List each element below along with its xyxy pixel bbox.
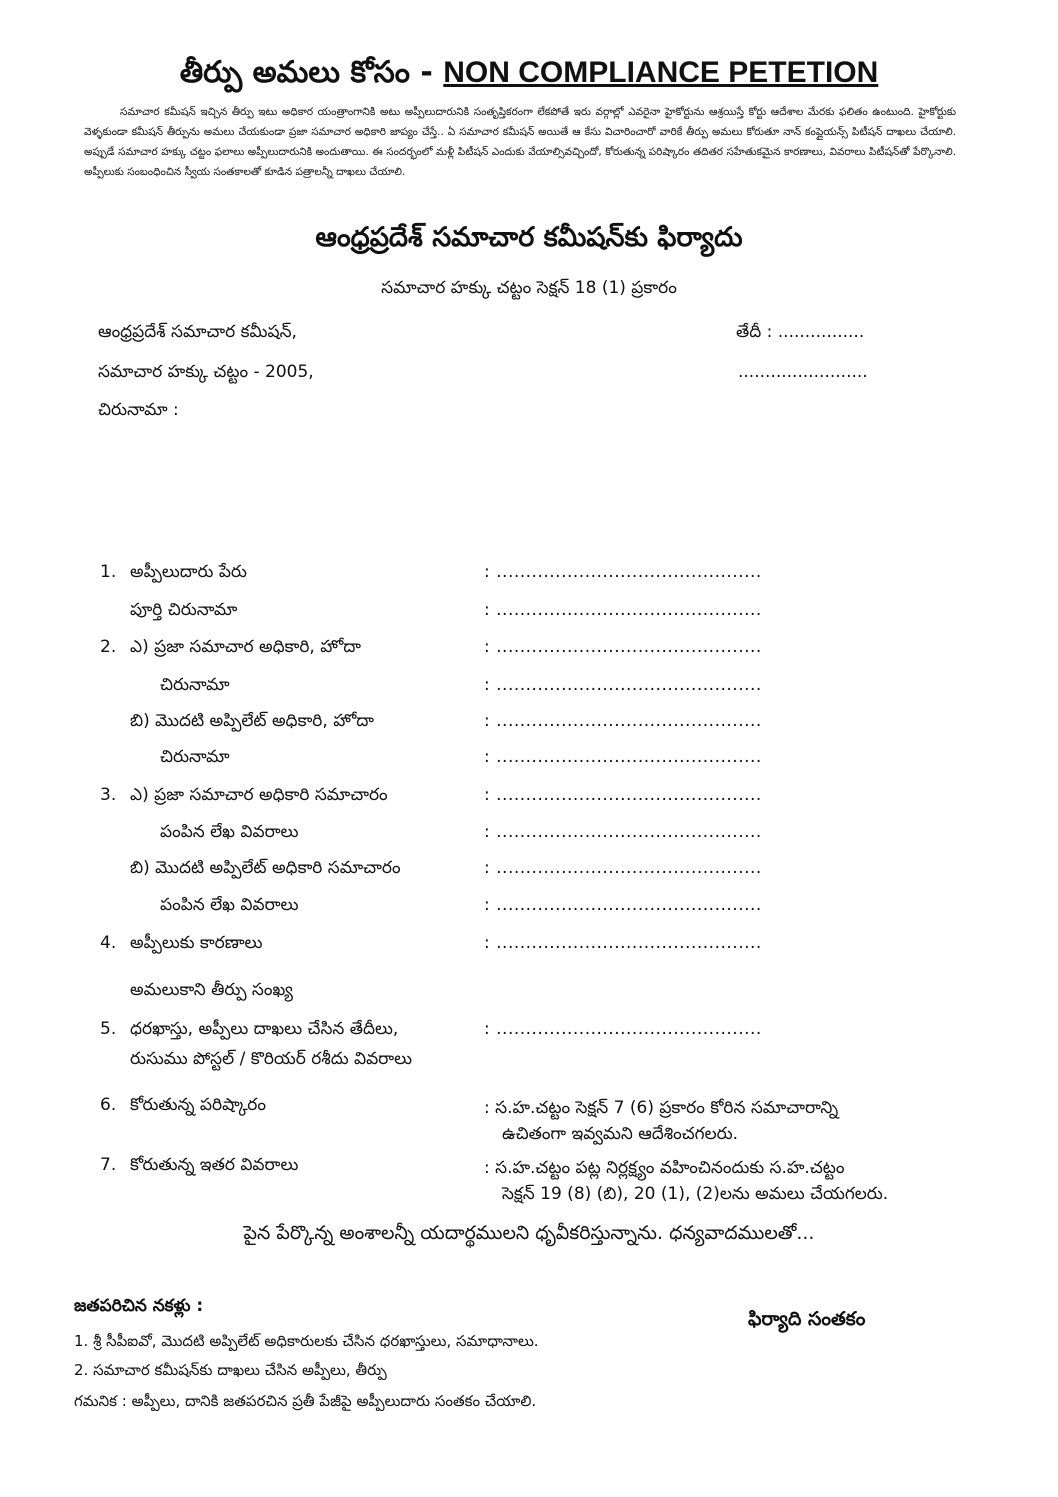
answer-7-line-2: సెక్షన్ 19 (8) (బి), 20 (1), (2)లను అమలు చేయగలరు.	[502, 1184, 889, 1204]
address-line-2: సమాచార హక్కు చట్టం - 2005,	[98, 362, 314, 382]
row-label: పంపిన లేఖ వివరాలు	[160, 822, 299, 842]
row-label: చిరునామా	[160, 675, 230, 695]
fill-in-field[interactable]: : .............................................	[484, 895, 762, 915]
enclosures-title: జతపరిచిన నకళ్లు :	[74, 1296, 204, 1316]
row-label: బి) మొదటి అప్పిలేట్ అధికారి సమాచారం	[130, 858, 401, 878]
answer-7-line-1: : స.హ.చట్టం పట్ల నిర్లక్ష్యం వహించినందుకు స.హ.చట్టం	[484, 1158, 845, 1178]
fill-in-field[interactable]: : .............................................	[484, 785, 762, 805]
note: గమనిక : అప్పీలు, దానికి జతపరచిన ప్రతీ పేజీపై అప్పీలుదారు సంతకం చేయాలి.	[74, 1392, 537, 1410]
declaration: పైన పేర్కొన్న అంశాలన్నీ యదార్థములని ధృవీకరిస్తున్నాను. ధన్యవాదములతో...	[243, 1222, 815, 1244]
row-label: పంపిన లేఖ వివరాలు	[160, 895, 299, 915]
signature-label: ఫిర్యాది సంతకం	[748, 1308, 866, 1330]
row-number: 2.	[100, 637, 117, 657]
fill-in-field[interactable]: : .............................................	[484, 747, 762, 767]
address-line-3: చిరునామా :	[98, 400, 179, 420]
fill-in-field[interactable]: : .............................................	[484, 637, 762, 657]
fill-in-field[interactable]: : .............................................	[484, 822, 762, 842]
title-telugu: తీర్పు అమలు కోసం -	[179, 55, 444, 90]
fill-in-field[interactable]: : .............................................	[484, 711, 762, 731]
date-field: తేదీ : ................	[736, 322, 865, 342]
row-label: చిరునామా	[160, 747, 230, 767]
row-number: 7.	[100, 1155, 117, 1175]
row-number: 4.	[100, 933, 117, 953]
fill-in-field[interactable]: : .............................................	[484, 858, 762, 878]
row-label: కోరుతున్న పరిష్కారం	[130, 1095, 266, 1115]
answer-6-line-2: ఉచితంగా ఇవ్వమని ఆదేశించగలరు.	[502, 1124, 739, 1144]
row-label: అమలుకాని తీర్పు సంఖ్య	[130, 980, 293, 1000]
fill-in-field[interactable]: : .............................................	[484, 562, 762, 582]
row-number: 6.	[100, 1095, 117, 1115]
enclosure-item-1: 1. శ్రీ సీపీఐవో, మొదటి అప్పిలేట్ అధికారులకు చేసిన ధరఖాస్తులు, సమాధానాలు.	[74, 1332, 539, 1350]
row-label: ధరఖాస్తు, అప్పీలు దాఖలు చేసిన తేదీలు,	[130, 1019, 399, 1039]
row-label: రుసుము పోస్టల్ / కొరియర్ రశీదు వివరాలు	[130, 1049, 413, 1069]
form-heading: ఆంధ్రప్రదేశ్ సమాచార కమీషన్‌కు ఫిర్యాదు	[315, 222, 743, 253]
fill-in-field[interactable]: : .............................................	[484, 675, 762, 695]
enclosure-item-2: 2. సమాచార కమీషన్‌కు దాఖలు చేసిన అప్పీలు, తీర్పు	[74, 1361, 387, 1379]
form-subheading: సమాచార హక్కు చట్టం సెక్షన్ 18 (1) ప్రకారం	[381, 278, 677, 298]
row-number: 1.	[100, 562, 117, 582]
row-label: పూర్తి చిరునామా	[130, 600, 238, 620]
row-label: అప్పీలుకు కారణాలు	[130, 933, 263, 953]
row-label: అప్పీలుదారు పేరు	[130, 562, 247, 582]
page-title	[0, 55, 1058, 97]
intro-paragraph: సమాచార కమీషన్ ఇచ్చిన తీర్పు ఇటు అధికార యంత్రాంగానికి అటు అప్పీలుదారునికి సంతృప్తికరంగా లేకపోతే ఇరు వర్గాల్లో ఎవరైనా హైకోర్టును ఆశ్రయిస్తే కోర్టు ఆదేశాల మేరకు ఫలితం ఉంటుంది. హైకోర్టుకు వెళ్ళకుండా కమీషన్ తీర్పును అమలు చేయకుండా ప్రజా సమాచార అధికారి జాప్యం చేస్తే.. ఏ సమాచార కమీషన్ అయితే ఆ కేసు విచారించారో వారికే తీర్పు అమలు కోరుతూ నాన్ కంప్లైయన్స్ పిటీషన్ దాఖలు చేయాలి. అప్పుడే సమాచార హక్కు చట్టం ఫలాలు అప్పీలుదారునికి అందుతాయి. ఈ సందర్భంలో మళ్లీ పిటీషన్ ఎందుకు వేయాల్సివచ్చిందో, కోరుతున్న పరిష్కారం తదితర సహేతుకమైన కారణాలు, వివరాలు పిటీషన్‌తో పేర్కొనాలి. అప్పీలుకు సంబంధించిన స్వీయ సంతకాలతో కూడిన పత్రాలన్నీ దాఖలు చేయాలి.	[84, 106, 956, 178]
fill-in-field[interactable]: : .............................................	[484, 600, 762, 620]
fill-in-field[interactable]: : .............................................	[484, 933, 762, 953]
fill-in-field[interactable]: : .............................................	[484, 1019, 762, 1039]
row-label: ఎ) ప్రజా సమాచార అధికారి, హోదా	[130, 637, 361, 657]
title-english: NON COMPLIANCE PETETION	[443, 56, 879, 89]
row-label: కోరుతున్న ఇతర వివరాలు	[130, 1155, 299, 1175]
answer-6-line-1: : స.హ.చట్టం సెక్షన్ 7 (6) ప్రకారం కోరిన సమాచారాన్ని	[484, 1098, 839, 1118]
row-label: ఎ) ప్రజా సమాచార అధికారి సమాచారం	[130, 785, 388, 805]
address-line-1: ఆంధ్రప్రదేశ్ సమాచార కమీషన్,	[98, 322, 297, 342]
row-label: బి) మొదటి అప్పిలేట్ అధికారి, హోదా	[130, 711, 374, 731]
row-number: 3.	[100, 785, 117, 805]
date-line-2: ........................	[738, 362, 868, 382]
row-number: 5.	[100, 1019, 117, 1039]
